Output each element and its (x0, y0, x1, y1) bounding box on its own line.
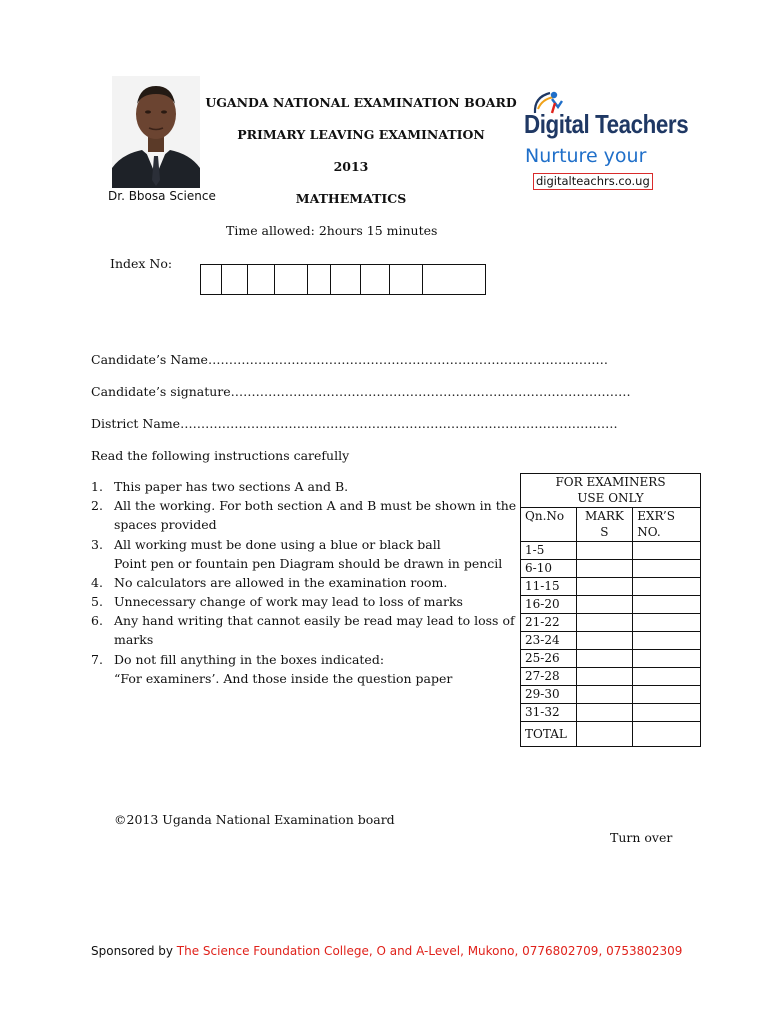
index-box[interactable] (222, 265, 248, 294)
exr-cell[interactable] (633, 704, 701, 722)
index-box[interactable] (201, 265, 222, 294)
examiners-table-title (521, 474, 701, 508)
instruction-text: “For examiners’. And those inside the question paper (114, 671, 453, 686)
marks-cell[interactable] (576, 668, 633, 686)
table-row (521, 632, 701, 650)
exr-cell[interactable] (633, 560, 701, 578)
exam-year: 2013 (333, 159, 369, 174)
table-row (521, 560, 701, 578)
instruction-text: Unnecessary change of work may lead to loss of marks (114, 594, 463, 609)
exr-cell[interactable] (633, 686, 701, 704)
exr-header-line: EXR’S (637, 509, 675, 523)
question-range: 21-22 (521, 614, 577, 632)
candidate-name-field[interactable]: Candidate’s Name…………………………………………………………………………………… (91, 352, 608, 367)
candidate-signature-field[interactable]: Candidate’s signature…………………………………………………………………………………… (91, 384, 631, 399)
index-box[interactable] (248, 265, 275, 294)
examiners-table (520, 473, 701, 747)
marks-cell[interactable] (576, 578, 633, 596)
table-row (521, 668, 701, 686)
index-box[interactable] (361, 265, 390, 294)
instruction-text: Point pen or fountain pen Diagram should be drawn in pencil (114, 556, 503, 571)
marks-header-line: S (600, 525, 609, 539)
instruction-number: 6. (91, 613, 103, 628)
instruction-number: 2. (91, 498, 103, 513)
table-row (521, 704, 701, 722)
turn-over-note: Turn over (610, 830, 673, 845)
examiners-title-line: FOR EXAMINERS (555, 475, 666, 489)
table-row (521, 650, 701, 668)
total-label: TOTAL (521, 722, 577, 747)
instruction-number: 5. (91, 594, 103, 609)
exr-cell[interactable] (633, 542, 701, 560)
instruction-text: No calculators are allowed in the examination room. (114, 575, 448, 590)
index-box[interactable] (331, 265, 361, 294)
question-range: 6-10 (521, 560, 577, 578)
index-box[interactable] (390, 265, 423, 294)
website-url[interactable]: digitalteachrs.co.ug (533, 173, 653, 190)
digital-teachers-logo: Digital Teachers (524, 109, 689, 139)
question-range: 25-26 (521, 650, 577, 668)
exam-title: PRIMARY LEAVING EXAMINATION (237, 127, 485, 142)
logo-tagline: Nurture your (525, 145, 647, 167)
instruction-number: 7. (91, 652, 103, 667)
time-allowed: Time allowed: 2hours 15 minutes (226, 223, 438, 238)
column-header-exr (633, 508, 701, 542)
instruction-text: marks (114, 632, 154, 647)
question-range: 11-15 (521, 578, 577, 596)
exr-cell[interactable] (633, 668, 701, 686)
exr-cell[interactable] (633, 632, 701, 650)
question-range: 23-24 (521, 632, 577, 650)
column-header-qn: Qn.No (521, 508, 577, 542)
question-range: 31-32 (521, 704, 577, 722)
instruction-text: All working must be done using a blue or black ball (114, 537, 441, 552)
index-number-boxes[interactable] (200, 264, 486, 295)
marks-cell[interactable] (576, 632, 633, 650)
exr-cell[interactable] (633, 578, 701, 596)
marks-cell[interactable] (576, 650, 633, 668)
question-range: 1-5 (521, 542, 577, 560)
instruction-number: 3. (91, 537, 103, 552)
table-row (521, 686, 701, 704)
exr-cell[interactable] (633, 614, 701, 632)
index-label: Index No: (110, 256, 173, 271)
question-range: 27-28 (521, 668, 577, 686)
exr-header-line: NO. (637, 525, 661, 539)
instruction-text: All the working. For both section A and B must be shown in the (114, 498, 517, 513)
marks-cell[interactable] (576, 560, 633, 578)
exr-cell[interactable] (633, 650, 701, 668)
instruction-text: Any hand writing that cannot easily be read may lead to loss of (114, 613, 515, 628)
copyright-notice: ©2013 Uganda National Examination board (114, 812, 395, 827)
marks-header-line: MARK (584, 509, 624, 523)
total-marks-cell[interactable] (576, 722, 633, 747)
total-exr-cell[interactable] (633, 722, 701, 747)
exr-cell[interactable] (633, 596, 701, 614)
index-box[interactable] (275, 265, 308, 294)
instructions-heading: Read the following instructions carefully (91, 448, 350, 463)
column-header-marks (576, 508, 633, 542)
question-range: 29-30 (521, 686, 577, 704)
total-row (521, 722, 701, 747)
instruction-number: 4. (91, 575, 103, 590)
marks-cell[interactable] (576, 704, 633, 722)
index-box[interactable] (423, 265, 485, 294)
index-box[interactable] (308, 265, 331, 294)
marks-cell[interactable] (576, 614, 633, 632)
table-row (521, 578, 701, 596)
table-row (521, 542, 701, 560)
instruction-number: 1. (91, 479, 103, 494)
subject-title: MATHEMATICS (295, 191, 407, 206)
instruction-text: This paper has two sections A and B. (114, 479, 349, 494)
table-row (521, 614, 701, 632)
district-name-field[interactable]: District Name…………………………………………………………………………………………… (91, 416, 618, 431)
author-caption: Dr. Bbosa Science (108, 189, 216, 203)
board-title: UGANDA NATIONAL EXAMINATION BOARD (205, 95, 517, 110)
sponsor-line (91, 944, 682, 958)
table-row (521, 596, 701, 614)
instruction-text: spaces provided (114, 517, 217, 532)
question-range: 16-20 (521, 596, 577, 614)
author-photo (112, 76, 200, 188)
sponsor-name: The Science Foundation College, O and A-Level, Mukono, 0776802709, 0753802309 (176, 944, 683, 958)
marks-cell[interactable] (576, 542, 633, 560)
instruction-text: Do not fill anything in the boxes indicated: (114, 652, 385, 667)
marks-cell[interactable] (576, 686, 633, 704)
sponsor-prefix: Sponsored by (91, 944, 177, 958)
marks-cell[interactable] (576, 596, 633, 614)
examiners-title-line: USE ONLY (577, 491, 644, 505)
